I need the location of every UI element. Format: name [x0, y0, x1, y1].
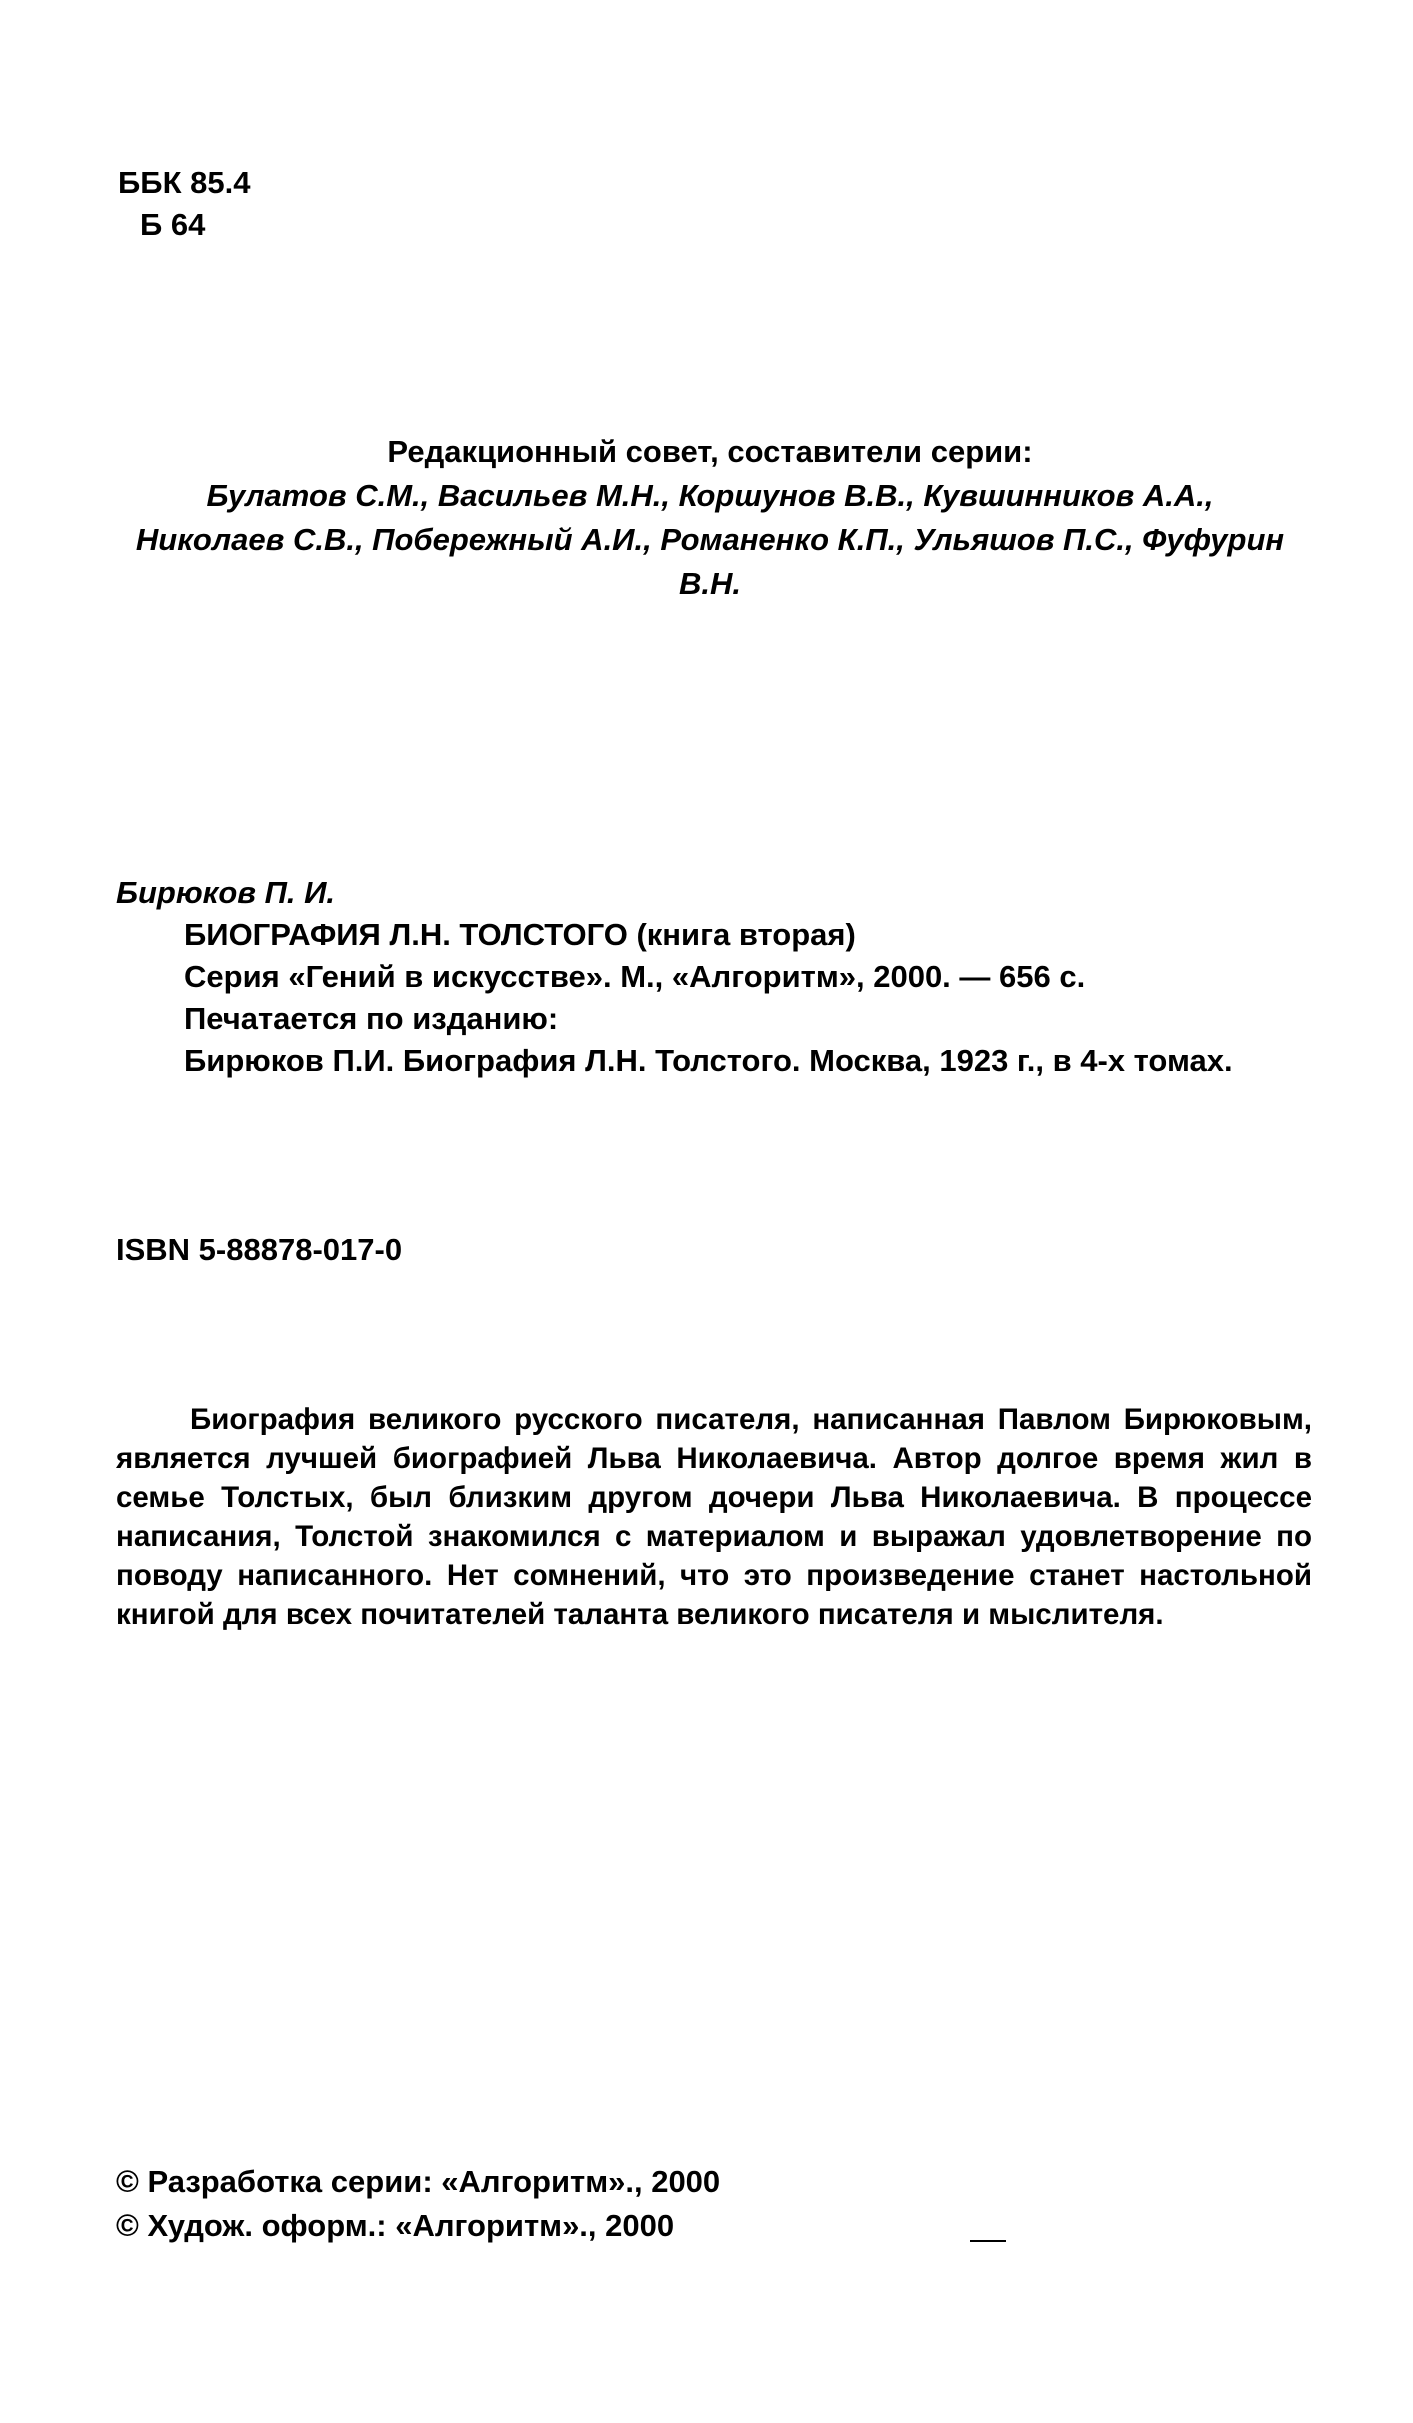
bibliographic-record: [116, 872, 1233, 1082]
isbn: ISBN 5-88878-017-0: [116, 1232, 403, 1267]
record-title: БИОГРАФИЯ Л.Н. ТОЛСТОГО (книга вторая): [184, 917, 856, 952]
divider: [970, 2240, 1006, 2242]
record-series: Серия «Гений в искусстве». М., «Алгоритм», 2000. — 656 с.: [184, 959, 1086, 994]
bbk-code: ББК 85.4: [118, 165, 251, 200]
council-heading: Редакционный совет, составители серии:: [387, 434, 1033, 469]
editorial-council: [110, 430, 1310, 606]
copyright-block: [116, 2160, 720, 2248]
record-source: Бирюков П.И. Биография Л.Н. Толстого. Москва, 1923 г., в 4-х томах.: [184, 1043, 1233, 1078]
copyright-series: © Разработка серии: «Алгоритм»., 2000: [116, 2164, 721, 2199]
record-author: Бирюков П. И.: [116, 875, 336, 910]
author-mark: Б 64: [140, 207, 206, 242]
council-names-line-1: Булатов С.М., Васильев М.Н., Коршунов В.В., Кувшинников А.А.,: [206, 478, 1214, 513]
classification-block: [118, 162, 250, 246]
record-printed-from: Печатается по изданию:: [184, 1001, 559, 1036]
council-names-line-2: Николаев С.В., Побережный А.И., Романенко К.П., Ульяшов П.С., Фуфурин В.Н.: [135, 522, 1285, 601]
copyright-design: © Худож. оформ.: «Алгоритм»., 2000: [116, 2208, 675, 2243]
annotation-paragraph: Биография великого русского писателя, написанная Павлом Бирюковым, является лучшей биографией Льва Николаевича. Автор долгое время жил в семье Толстых, был близким другом дочери Льва Николаевича. В процессе написания, Толстой знакомился с материалом и выражал удовлетворение по поводу написанного. Нет сомнений, что это произведение станет настольной книгой для всех почитателей таланта великого писателя и мыслителя.: [116, 1403, 1312, 1631]
